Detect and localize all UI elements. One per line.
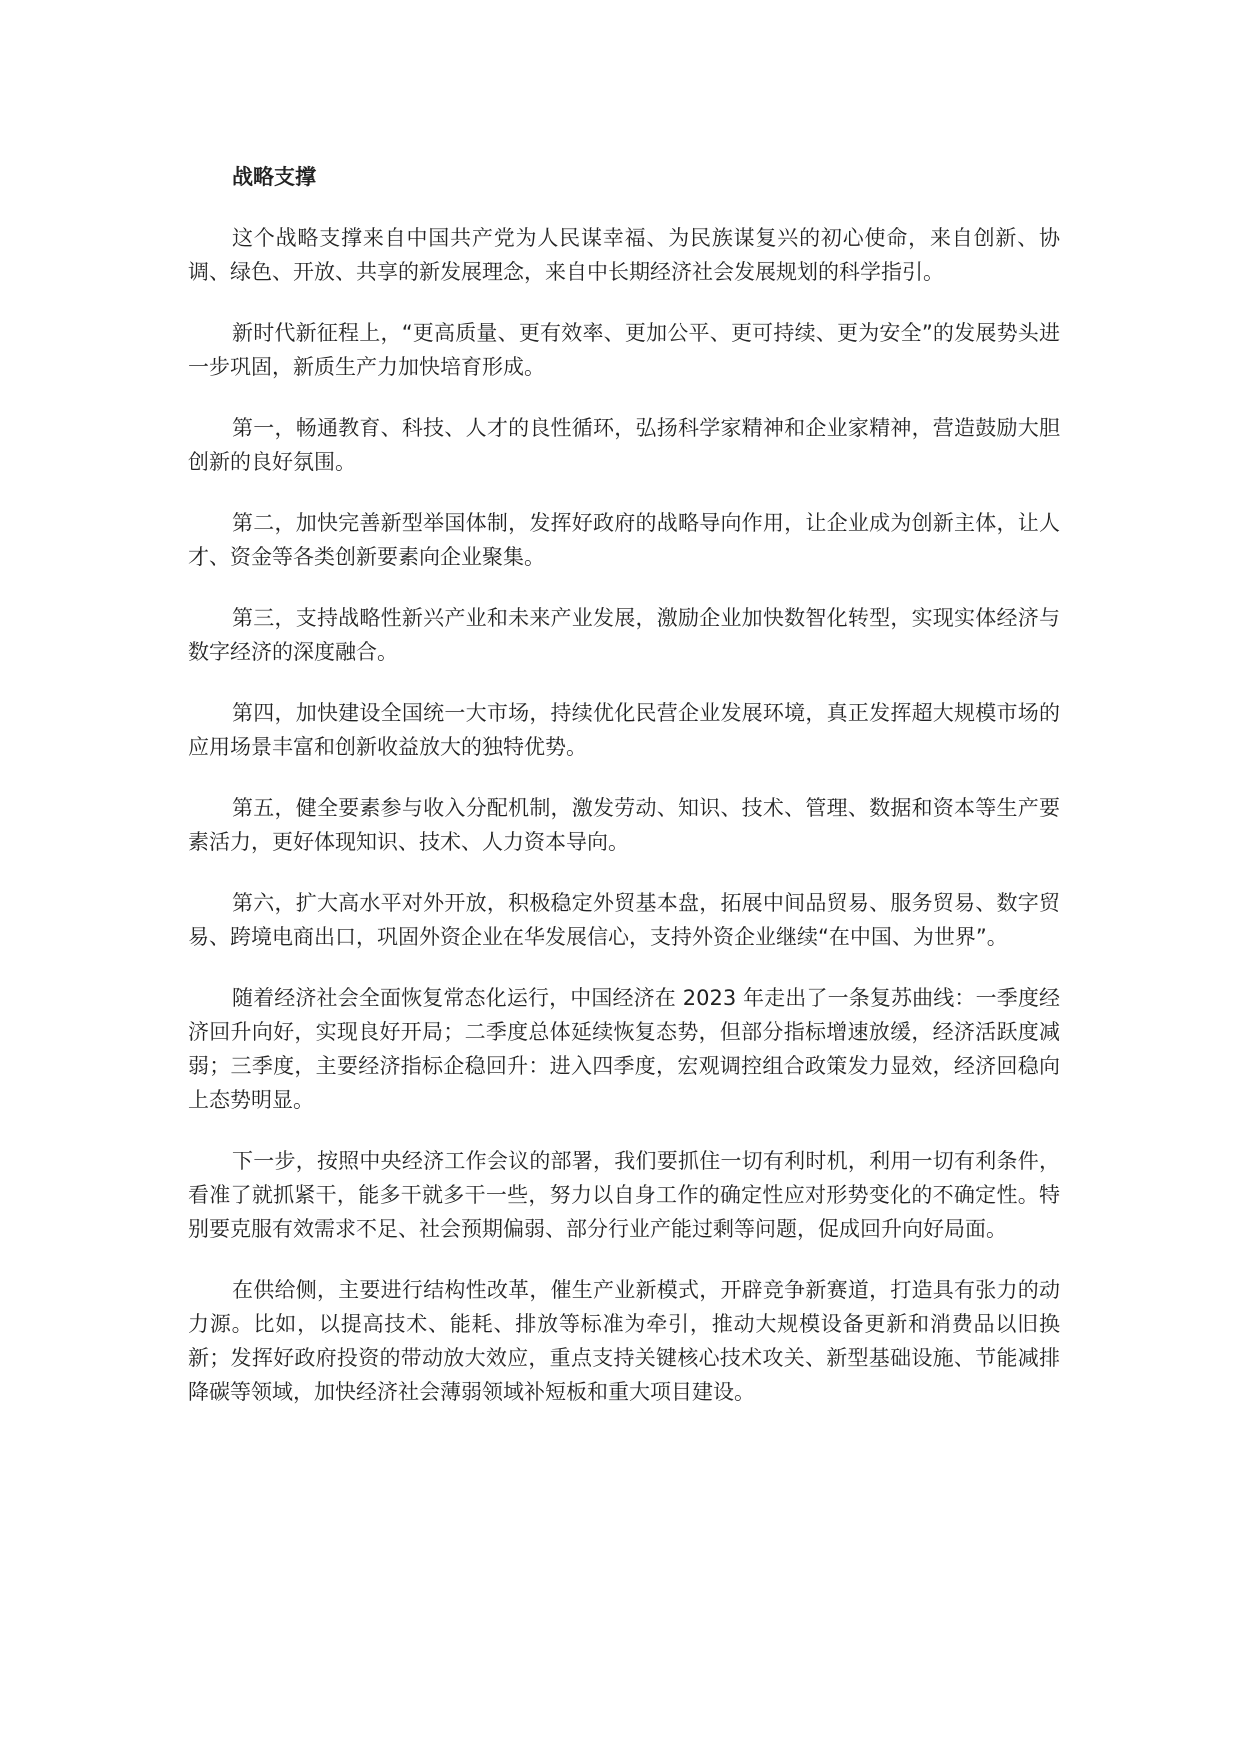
paragraph: 第六，扩大高水平对外开放，积极稳定外贸基本盘，拓展中间品贸易、服务贸易、数字贸易、跨境电商出口，巩固外资企业在华发展信心，支持外资企业继续“在中国、为世界”。	[188, 891, 1060, 949]
paragraph: 第一，畅通教育、科技、人才的良性循环，弘扬科学家精神和企业家精神，营造鼓励大胆创新的良好氛围。	[188, 416, 1060, 474]
paragraph: 第五，健全要素参与收入分配机制，激发劳动、知识、技术、管理、数据和资本等生产要素活力，更好体现知识、技术、人力资本导向。	[188, 796, 1060, 854]
paragraph: 第四，加快建设全国统一大市场，持续优化民营企业发展环境，真正发挥超大规模市场的应用场景丰富和创新收益放大的独特优势。	[188, 701, 1060, 759]
paragraph: 第二，加快完善新型举国体制，发挥好政府的战略导向作用，让企业成为创新主体，让人才、资金等各类创新要素向企业聚集。	[188, 511, 1060, 569]
paragraph: 在供给侧，主要进行结构性改革，催生产业新模式，开辟竞争新赛道，打造具有张力的动力源。比如，以提高技术、能耗、排放等标准为牵引，推动大规模设备更新和消费品以旧换新；发挥好政府投资的带动放大效应，重点支持关键核心技术攻关、新型基础设施、节能减排降碳等领域，加快经济社会薄弱领域补短板和重大项目建设。	[188, 1278, 1060, 1404]
section-heading: 战略支撑	[232, 165, 316, 189]
paragraph: 新时代新征程上，“更高质量、更有效率、更加公平、更可持续、更为安全”的发展势头进一步巩固，新质生产力加快培育形成。	[188, 321, 1060, 379]
paragraph: 下一步，按照中央经济工作会议的部署，我们要抓住一切有利时机，利用一切有利条件，看准了就抓紧干，能多干就多干一些，努力以自身工作的确定性应对形势变化的不确定性。特别要克服有效需求不足、社会预期偏弱、部分行业产能过剩等问题，促成回升向好局面。	[188, 1149, 1060, 1241]
paragraph-list	[188, 221, 1060, 1409]
paragraph: 这个战略支撑来自中国共产党为人民谋幸福、为民族谋复兴的初心使命，来自创新、协调、绿色、开放、共享的新发展理念，来自中长期经济社会发展规划的科学指引。	[188, 226, 1060, 284]
document-page	[188, 160, 1060, 1436]
paragraph: 第三，支持战略性新兴产业和未来产业发展，激励企业加快数智化转型，实现实体经济与数字经济的深度融合。	[188, 606, 1060, 664]
paragraph: 随着经济社会全面恢复常态化运行，中国经济在 2023 年走出了一条复苏曲线：一季度经济回升向好，实现良好开局；二季度总体延续恢复态势，但部分指标增速放缓，经济活跃度减弱；三季度，主要经济指标企稳回升：进入四季度，宏观调控组合政策发力显效，经济回稳向上态势明显。	[188, 986, 1060, 1112]
